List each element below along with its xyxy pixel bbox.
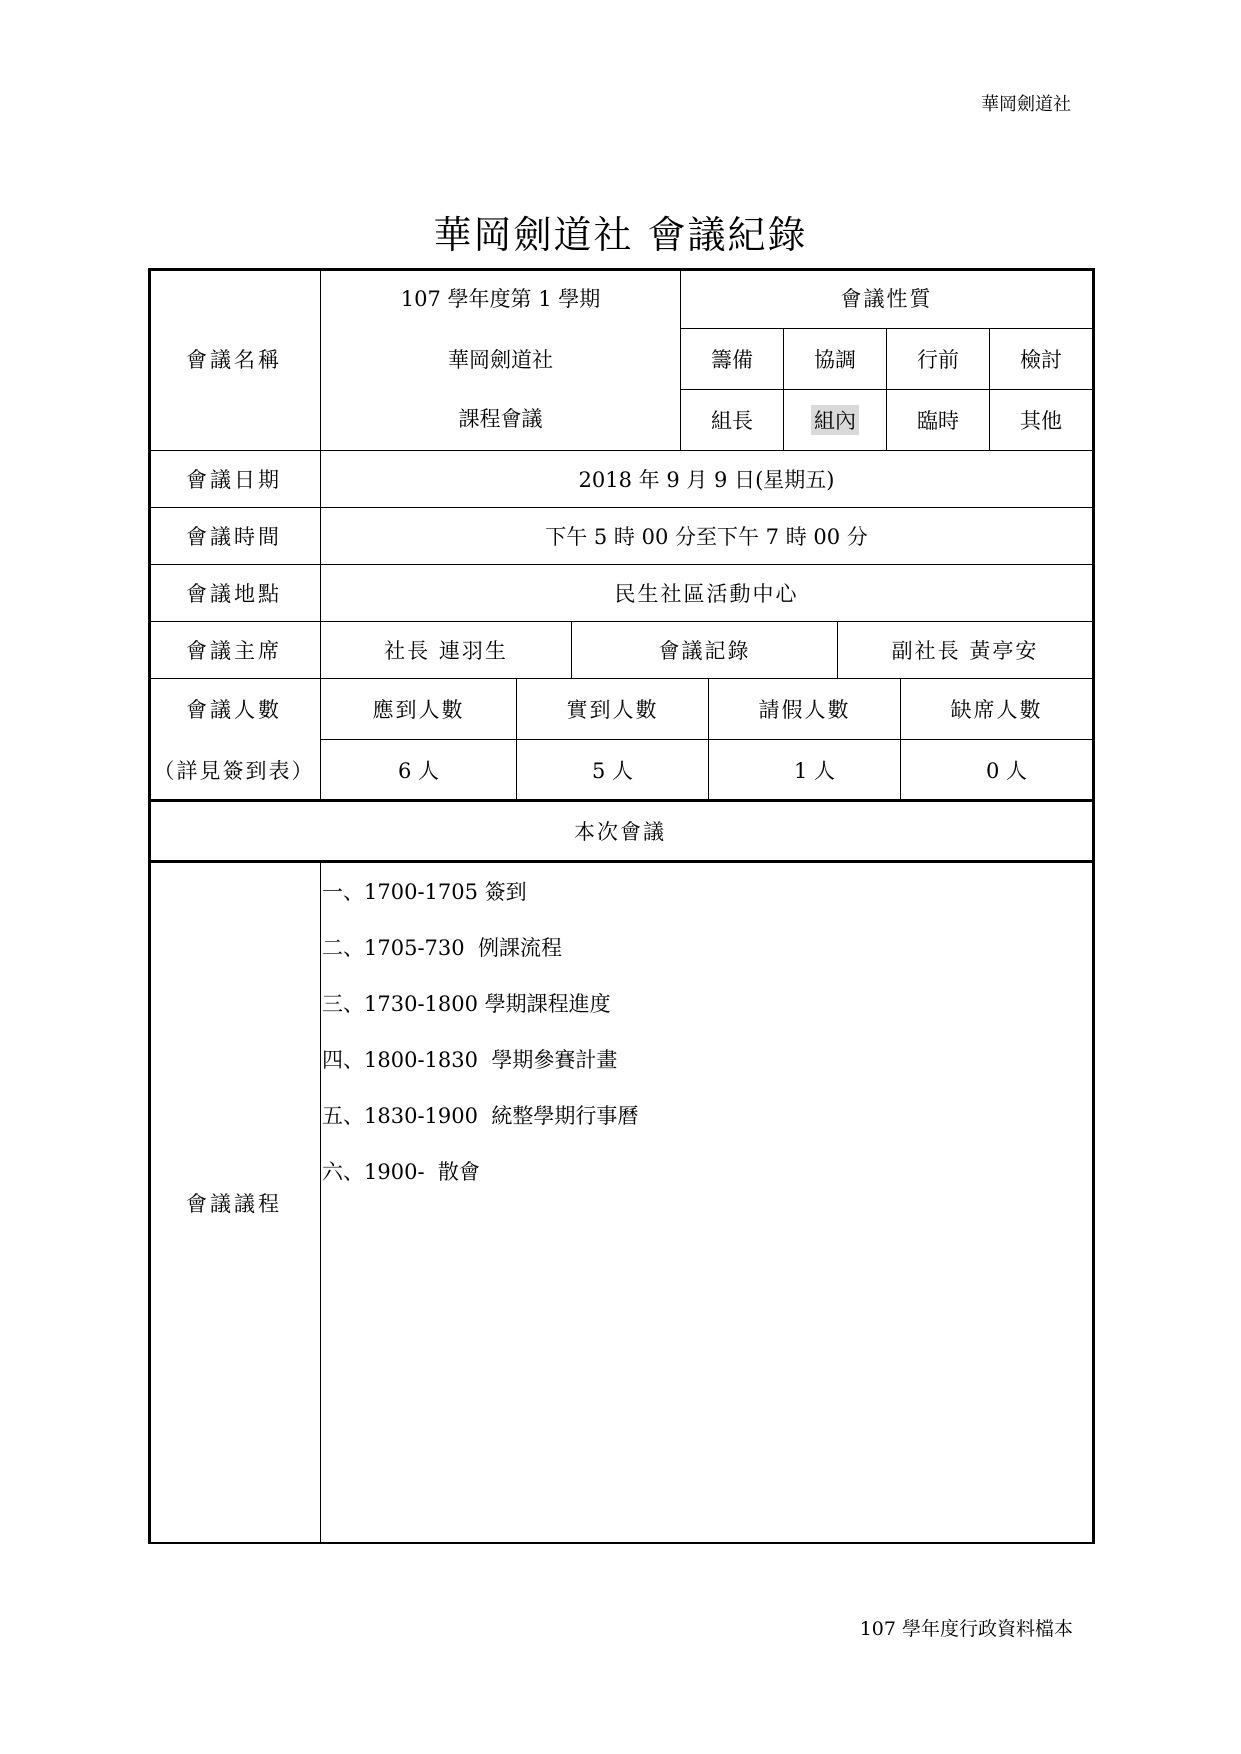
meeting-name-line-3: 課程會議 — [458, 407, 543, 431]
nature-option-other: 其他 — [1020, 409, 1062, 433]
section-title: 本次會議 — [574, 820, 666, 844]
footer-text: 107 學年度行政資料檔本 — [859, 1618, 1073, 1640]
location-label: 會議地點 — [186, 582, 282, 606]
attendance-header-absent: 缺席人數 — [950, 698, 1043, 722]
nature-option-leader: 組長 — [711, 409, 753, 433]
attendance-value-expected: 6 人 — [397, 759, 440, 783]
agenda-item-2: 二、1705-730 例課流程 — [322, 936, 562, 960]
nature-option-internal-selected: 組內 — [811, 405, 859, 435]
label-divider-lower — [320, 862, 321, 1544]
recorder-label: 會議記錄 — [658, 639, 751, 663]
time-value: 下午 5 時 00 分至下午 7 時 00 分 — [545, 525, 868, 549]
meeting-record-table — [148, 268, 1095, 1544]
attendance-header-present: 實到人數 — [566, 698, 659, 722]
nature-option-temporary: 臨時 — [917, 409, 959, 433]
meeting-nature-label: 會議性質 — [840, 287, 933, 311]
agenda-label: 會議議程 — [186, 1192, 282, 1216]
nature-option-prepare: 籌備 — [711, 348, 753, 372]
agenda-item-6: 六、1900- 散會 — [322, 1160, 480, 1184]
attendance-value-present: 5 人 — [591, 759, 634, 783]
chair-value: 社長 連羽生 — [384, 639, 508, 663]
location-value: 民生社區活動中心 — [614, 582, 799, 606]
header-org: 華岡劍道社 — [981, 94, 1071, 115]
nature-option-coordinate: 協調 — [814, 348, 856, 372]
agenda-item-4: 四、1800-1830 學期參賽計畫 — [322, 1048, 618, 1072]
agenda-item-5: 五、1830-1900 統整學期行事曆 — [322, 1104, 639, 1128]
attendance-label: 會議人數 — [186, 698, 282, 722]
date-label: 會議日期 — [186, 468, 282, 492]
time-label: 會議時間 — [186, 525, 282, 549]
attendance-value-absent: 0 人 — [985, 759, 1028, 783]
meeting-name-line-2: 華岡劍道社 — [448, 348, 553, 372]
agenda-item-3: 三、1730-1800 學期課程進度 — [322, 992, 611, 1016]
attendance-sub-label: （詳見簽到表） — [153, 759, 315, 783]
nature-option-pretrip: 行前 — [917, 348, 959, 372]
attendance-header-leave: 請假人數 — [758, 698, 851, 722]
meeting-name-label: 會議名稱 — [186, 348, 282, 372]
meeting-name-line-1: 107 學年度第 1 學期 — [400, 287, 601, 311]
agenda-item-1: 一、1700-1705 簽到 — [322, 880, 527, 904]
attendance-value-leave: 1 人 — [793, 759, 836, 783]
table-border-right — [1092, 268, 1095, 1544]
date-value: 2018 年 9 月 9 日(星期五) — [578, 468, 835, 492]
attendance-header-expected: 應到人數 — [372, 698, 465, 722]
page-title: 華岡劍道社 會議紀錄 — [433, 213, 808, 257]
nature-option-internal-cell — [784, 390, 886, 450]
recorder-value: 副社長 黃亭安 — [891, 639, 1039, 663]
nature-option-review: 檢討 — [1020, 348, 1062, 372]
chair-label: 會議主席 — [186, 639, 282, 663]
